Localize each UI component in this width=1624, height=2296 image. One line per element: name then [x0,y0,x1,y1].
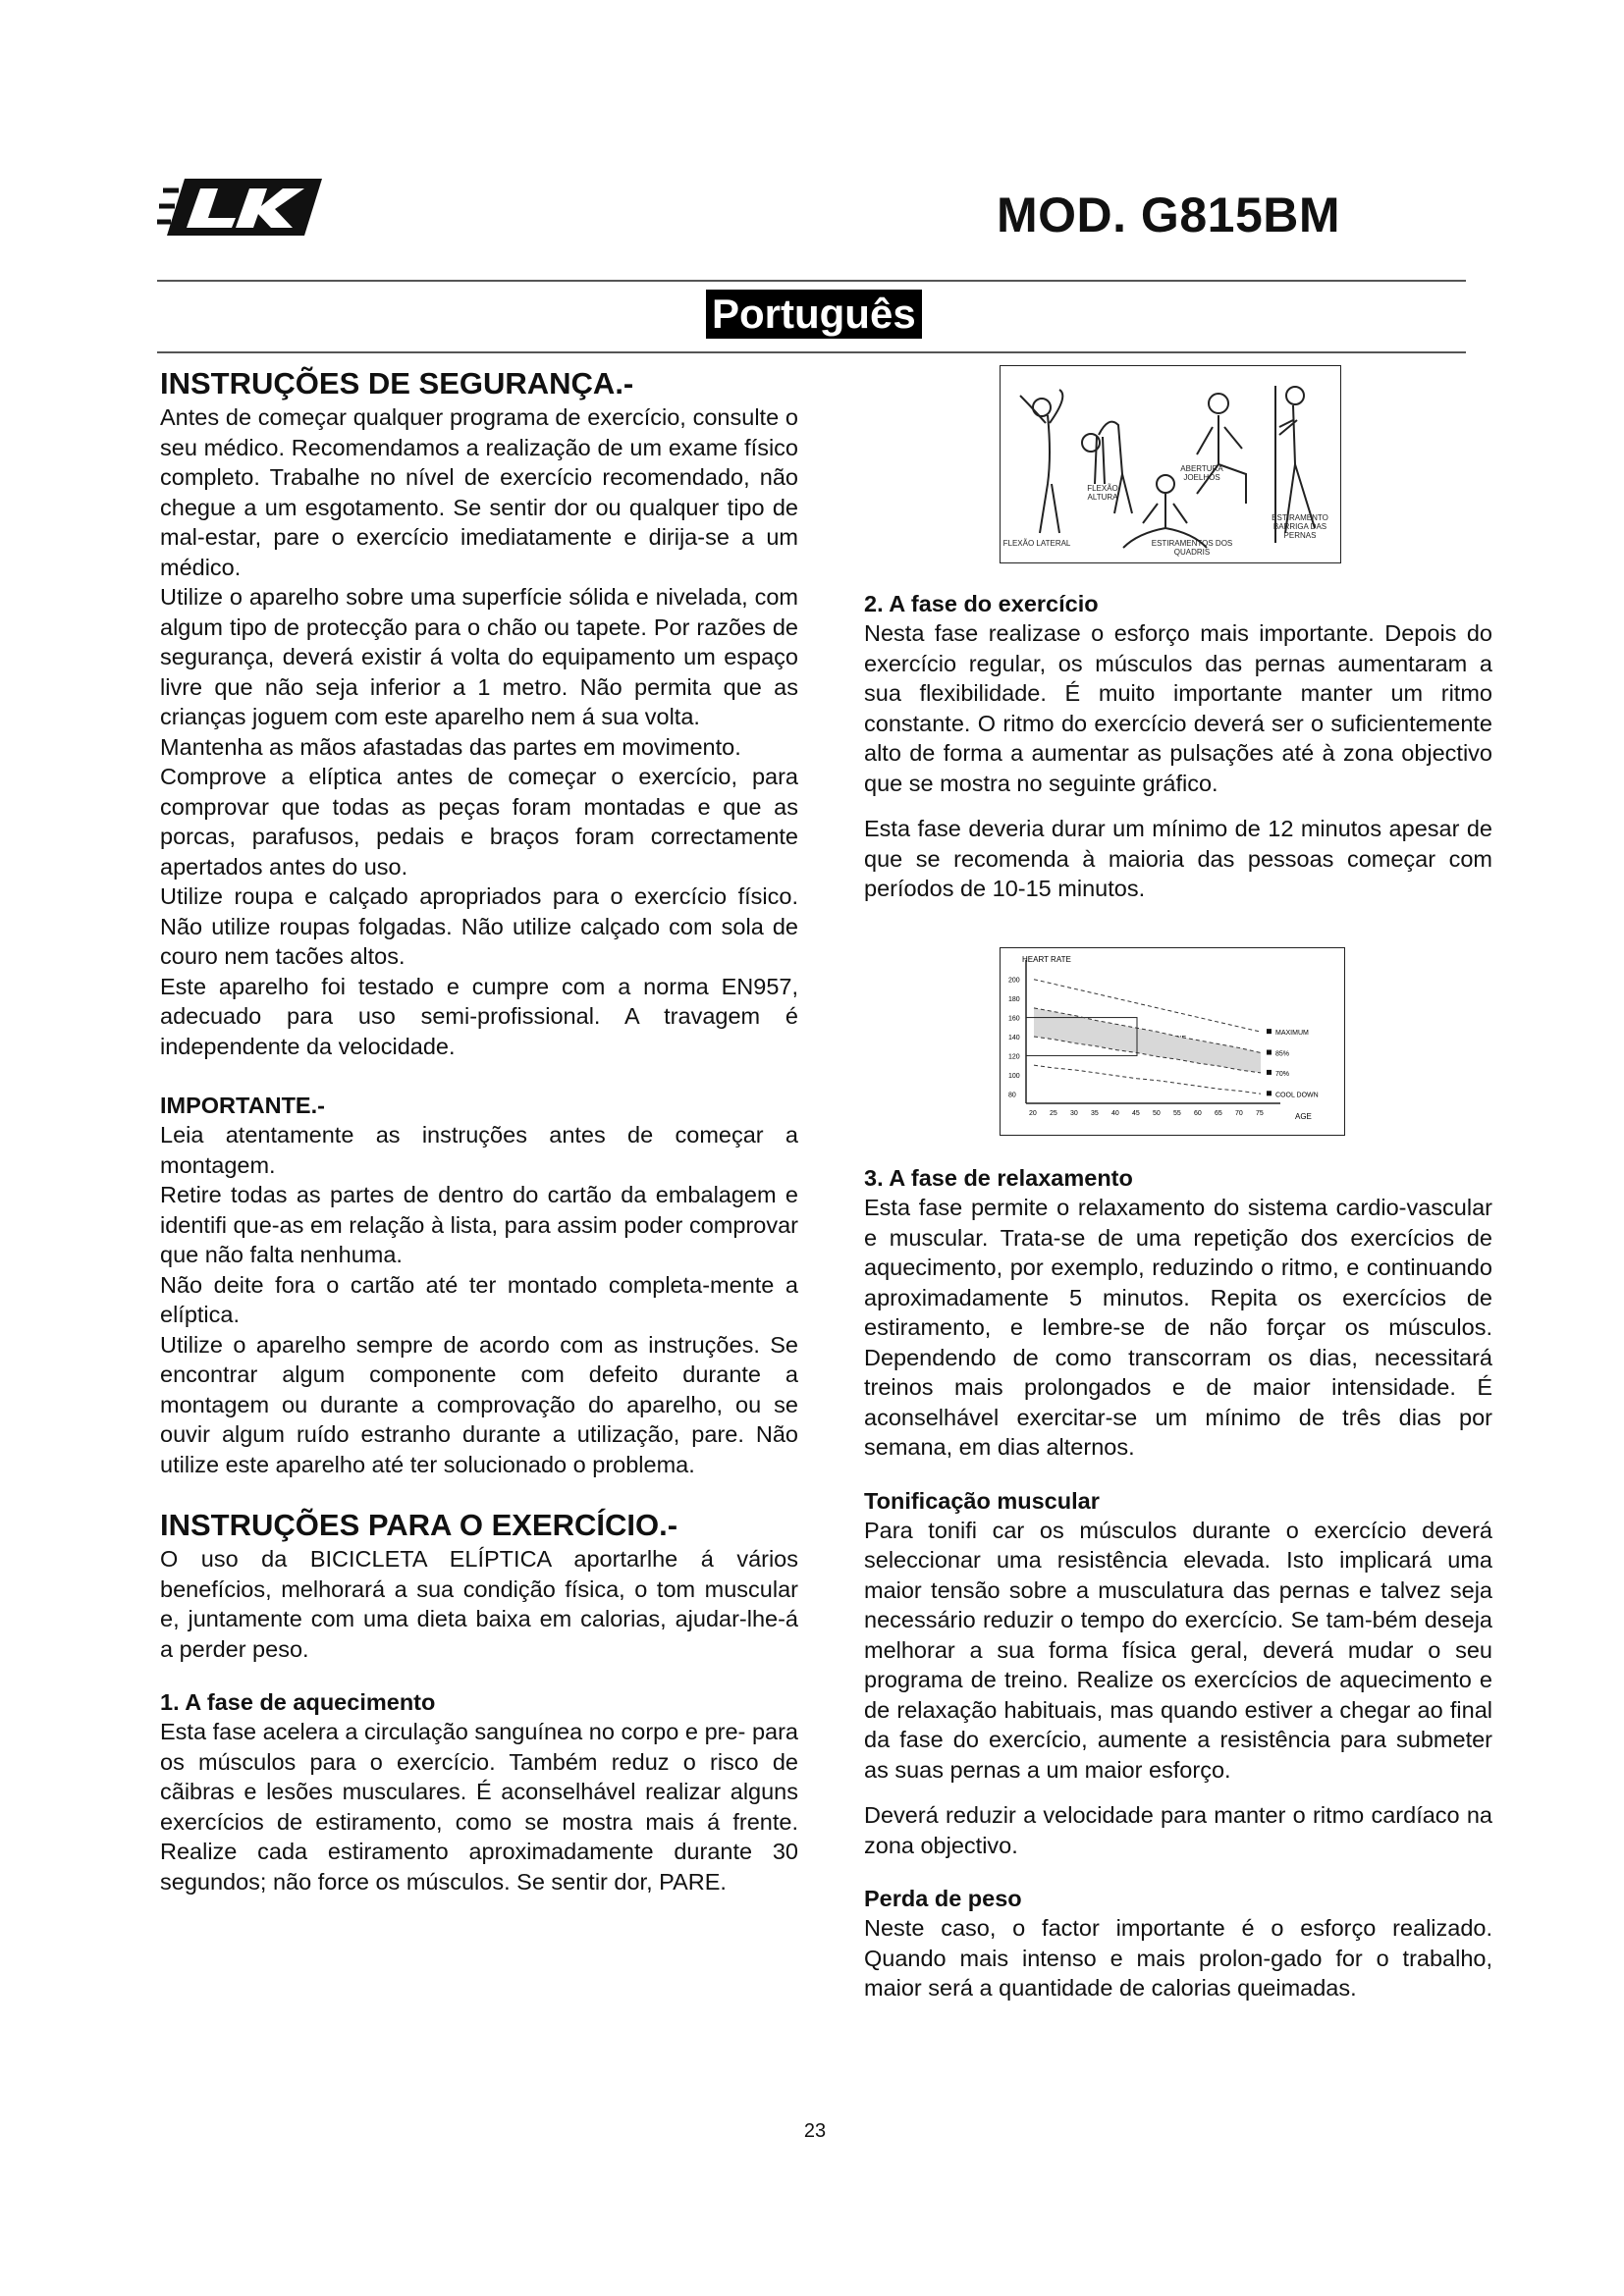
toning-paragraph: Deverá reduzir a velocidade para manter o ritmo cardíaco na zona objectivo. [864,1802,1492,1858]
x-tick-label: 25 [1050,1110,1057,1117]
cooldown-heading: 3. A fase de relaxamento [864,1165,1133,1191]
exercise-phase-paragraph: Nesta fase realizase o esforço mais importante. Depois do exercício regular, os músculos das pernas aumentaram a sua flexibilidade. É muito importante manter um ritmo constante. O ritmo do exercício deverá ser o suficientemente alto de forma a aumentar as pulsações até à zona objectivo que se mostra no seguinte gráfico. [864,620,1492,796]
label-knees: ABERTURA JOELHOS [1180,464,1223,482]
safety-paragraph: Este aparelho foi testado e cumpre com a norma EN957, adecuado para uso semi-profissional. A travagem é independente da velocidade. [160,973,798,1059]
warmup-heading: 1. A fase de aquecimento [160,1689,436,1715]
series-label-0: MAXIMUM [1275,1030,1309,1038]
exercise-phase-paragraph: Esta fase deveria durar um mínimo de 12 minutos apesar de que se recomenda à maioria das pessoas começar com períodos de 10-15 minutos. [864,816,1492,901]
series-label-1: 85% [1275,1050,1290,1058]
important-paragraph: Utilize o aparelho sempre de acordo com as instruções. Se encontrar algum componente com defeito durante a montagem ou durante a comprovação do aparelho, ou se ouvir algum ruído estranho durante a utilização, pare. Não utilize este aparelho até ter solucionado o problema. [160,1331,798,1477]
y-tick-label: 120 [1008,1053,1020,1061]
series-marker-3 [1267,1091,1272,1095]
series-label-2: 70% [1275,1070,1290,1078]
exercise-heading: INSTRUÇÕES PARA O EXERCÍCIO.- [160,1508,678,1542]
important-heading: IMPORTANTE.- [160,1093,325,1118]
toning-paragraph: Para tonifi car os músculos durante o exercício deverá seleccionar uma resistência elevada. Isto implicará uma maior tensão sobre a musculatura das pernas e talvez seja necessário reduzir o tempo do exercício. Se tam-bém deseja melhorar a sua forma física geral, deverá mudar o seu programa de treino. Realize os exercícios de aquecimento e de relaxação habituais, mas quando estiver a chegar ao final da fase do exercício, aumente a resistência para submeter as suas pernas a um maior esforço. [864,1517,1492,1783]
right-column-top [864,589,1492,904]
left-column [160,365,798,1896]
safety-heading: INSTRUÇÕES DE SEGURANÇA.- [160,366,634,400]
right-column-bottom [864,1163,1492,2003]
label-hips: ESTIRAMENTOS DOS QUADRIS [1151,539,1233,557]
important-paragraph: Não deite fora o cartão até ter montado completa-mente a elíptica. [160,1271,798,1327]
series-marker-1 [1267,1050,1272,1055]
x-tick-label: 30 [1070,1110,1078,1117]
heart-rate-chart-svg [1001,948,1344,1135]
y-tick-label: 100 [1008,1072,1020,1080]
series-line-3 [1034,1065,1261,1094]
warmup-paragraph: Esta fase acelera a circulação sanguínea no corpo e pre- para os músculos para o exercício. Também reduz o risco de cãibras e lesões musculares. É aconselhável realizar alguns exercícios de estiramento, como se mostra mais á frente. Realize cada estiramento aproximadamente durante 30 segundos; não force os músculos. Se sentir dor, PARE. [160,1719,798,1895]
page-number: 23 [803,2120,827,2142]
toning-heading: Tonificação muscular [864,1487,1100,1514]
x-tick-label: 55 [1173,1110,1181,1117]
label-height-bend: FLEXÃO ALTURA [1087,484,1118,502]
x-tick-label: 20 [1029,1110,1037,1117]
y-tick-label: 80 [1008,1092,1016,1099]
important-paragraph: Retire todas as partes de dentro do cartão da embalagem e identifi que-as em relação à lista, para assim poder comprovar que não falta nenhuma. [160,1182,798,1267]
header-rule-top [157,280,1466,282]
series-marker-0 [1267,1029,1272,1034]
series-marker-2 [1267,1070,1272,1075]
important-paragraph: Leia atentamente as instruções antes de começar a montagem. [160,1122,798,1178]
safety-paragraph: Utilize roupa e calçado apropriados para o exercício físico. Não utilize roupas folgadas. Não utilize calçado com sola de couro nem tacões altos. [160,883,798,969]
exercise-phase-heading: 2. A fase do exercício [864,591,1099,616]
x-tick-label: 65 [1215,1110,1222,1117]
safety-paragraph: Comprove a elíptica antes de começar o exercício, para comprovar que todas as peças foram montadas e que as porcas, parafusos, pedais e braços foram correctamente apertados antes do uso. [160,764,798,880]
x-tick-label: 70 [1235,1110,1243,1117]
x-tick-label: 75 [1256,1110,1264,1117]
chart-title: HEART RATE [1022,955,1071,964]
weight-heading: Perda de peso [864,1886,1022,1911]
x-tick-label: 45 [1132,1110,1140,1117]
series-label-3: COOL DOWN [1275,1092,1319,1099]
x-tick-label: 50 [1153,1110,1161,1117]
safety-paragraph: Utilize o aparelho sobre uma superfície sólida e nivelada, com algum tipo de protecção para o chão ou tapete. Por razões de segurança, deverá existir á volta do equipamento um espaço livre que não seja inferior a 1 metro. Não permita que as crianças joguem com este aparelho nem á sua volta. [160,584,798,729]
heart-rate-chart [1000,947,1345,1136]
chart-xlabel: AGE [1295,1112,1312,1121]
x-tick-label: 35 [1091,1110,1099,1117]
safety-paragraph: Antes de começar qualquer programa de exercício, consulte o seu médico. Recomendamos a realização de um exame físico completo. Trabalhe no nível de exercício recomendado, não chegue a um esgotamento. Se sentir dor ou qualquer tipo de mal-estar, pare o exercício imediatamente e dirija-se a um médico. [160,404,798,580]
x-tick-label: 40 [1111,1110,1119,1117]
label-side-bend: FLEXÃO LATERAL [1002,539,1071,548]
y-tick-label: 160 [1008,1015,1020,1023]
label-calf: ESTIRAMENTO BARRIGA DAS PERNAS [1272,513,1328,540]
safety-paragraph: Mantenha as mãos afastadas das partes em movimento. [160,733,741,760]
exercise-paragraph: O uso da BICICLETA ELÍPTICA aportarlhe á vários benefícios, melhorará a sua condição física, o tom muscular e, juntamente com uma dieta baixa em calorias, ajudar-lhe-á a perder peso. [160,1546,798,1662]
stretching-figure [1000,365,1341,563]
lk-logo [157,177,324,238]
cooldown-paragraph: Esta fase permite o relaxamento do sistema cardio-vascular e muscular. Trata-se de uma repetição dos exercícios de aquecimento, por exemplo, reduzindo o ritmo, e continuando aproximadamente 5 minutos. Repita os exercícios de estiramento, e lembre-se de não forçar os músculos. Dependendo de como transcorram os dias, necessitará treinos mais prolongados e de maior intensidade. É aconselhável exercitar-se um mínimo de três dias por semana, em dias alternos. [864,1195,1492,1460]
y-tick-label: 180 [1008,996,1020,1004]
header-rule-bottom [157,351,1466,353]
y-tick-label: 140 [1008,1035,1020,1041]
weight-paragraph: Neste caso, o factor importante é o esforço realizado. Quando mais intenso e mais prolon-gado for o trabalho, maior será a quantidade de calorias queimadas. [864,1915,1492,2001]
model-title: MOD. G815BM [997,187,1341,242]
language-badge: Português [706,290,922,339]
y-tick-label: 200 [1008,977,1020,985]
x-tick-label: 60 [1194,1110,1202,1117]
